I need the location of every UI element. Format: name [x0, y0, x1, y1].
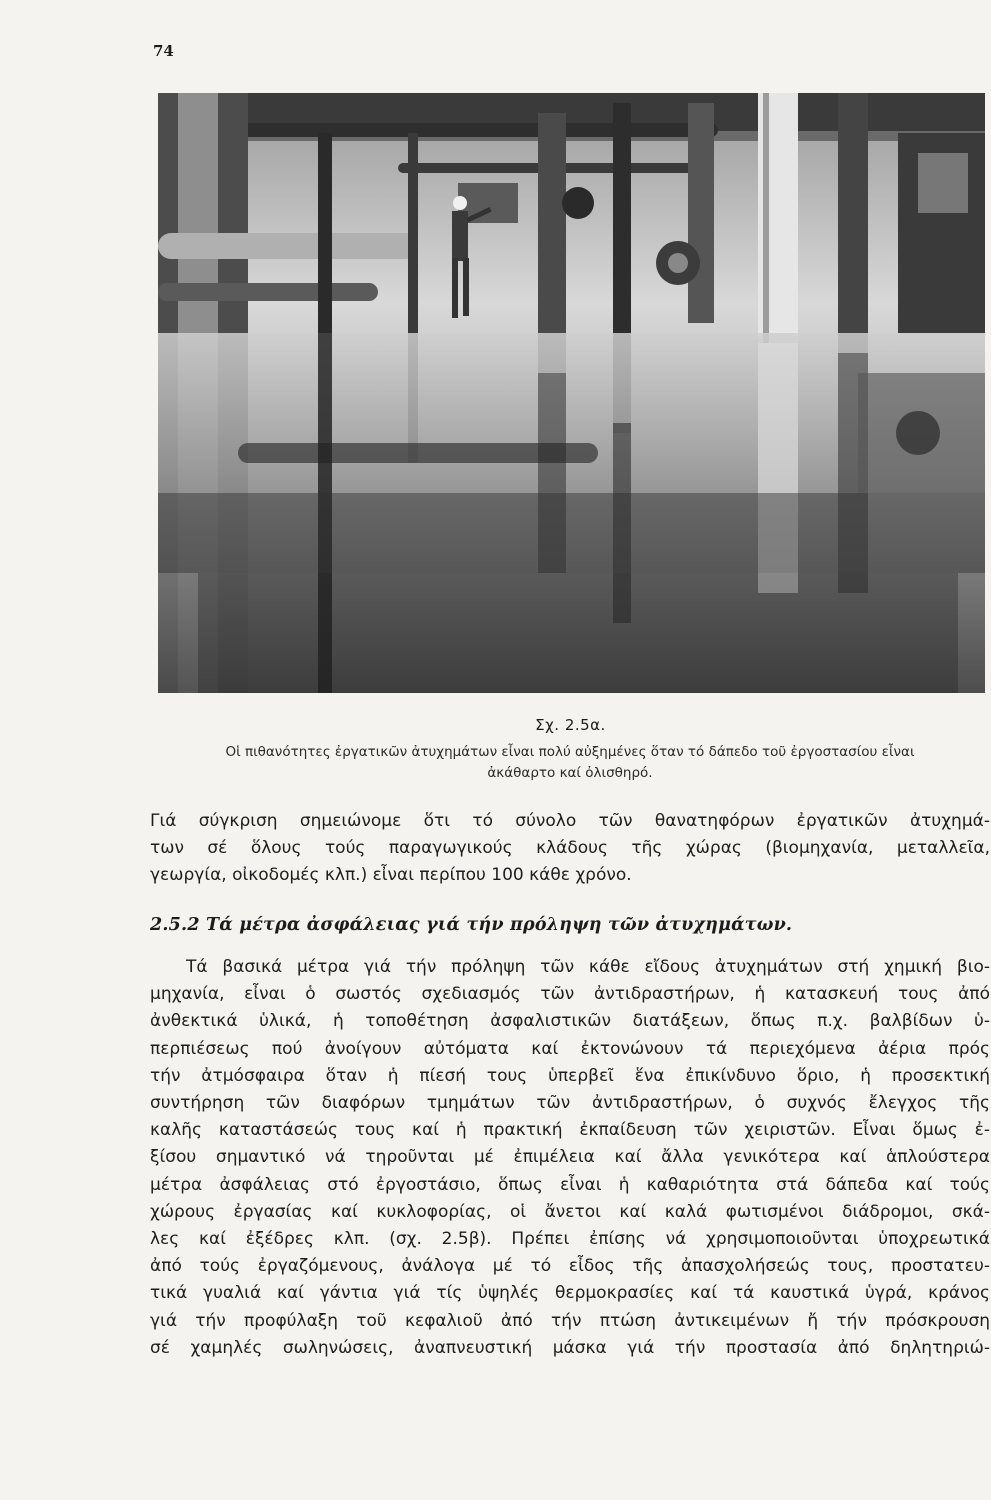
text-line: τήν ἀτμόσφαιρα ὅταν ἡ πίεσή τους ὑπερβεῖ ἕνα ἐπικίνδυνο ὅριο, ἡ προσεκτική — [150, 1065, 990, 1086]
text-line: ἀπό τούς ἐργαζόμενους, ἀνάλογα μέ τό εἶδος τῆς ἀπασχολήσεώς τους, προστατευ- — [150, 1256, 990, 1277]
figure-caption — [150, 742, 990, 784]
text-line: των σέ ὅλους τούς παραγωγικούς κλάδους τῆς χώρας (βιομηχανία, μεταλλεῖα, — [150, 838, 990, 859]
text-line: Γιά σύγκριση σημειώνομε ὅτι τό σύνολο τῶν θανατηφόρων ἐργατικῶν ἀτυχημά- — [150, 811, 990, 831]
section-heading: 2.5.2 Τά μέτρα ἀσφάλειας γιά τήν πρόληψη τῶν ἀτυχημάτων. — [150, 915, 793, 935]
caption-line: ἀκάθαρτο καί ὀλισθηρό. — [487, 765, 653, 781]
factory-floor-photo — [158, 93, 985, 693]
text-line: περπιέσεως πού ἀνοίγουν αὐτόματα καί ἐκτονώνουν τά περιεχόμενα ἀέρια πρός — [150, 1038, 990, 1059]
paragraph-comparison — [150, 808, 990, 890]
text-line: ξίσου σημαντικό νά τηροῦνται μέ ἐπιμέλεια καί ἄλλα γενικότερα καί ἁπλούστερα — [150, 1147, 990, 1168]
caption-line: Οἱ πιθανότητες ἐργατικῶν ἀτυχημάτων εἶναι πολύ αὐξημένες ὅταν τό δάπεδο τοῦ ἐργοστασίου εἶναι — [225, 744, 915, 760]
text-line: λες καί ἐξέδρες κλπ. (σχ. 2.5β). Πρέπει ἐπίσης νά χρησιμοποιοῦνται ὑποχρεωτικά — [150, 1229, 990, 1250]
text-line: τικά γυαλιά καί γάντια γιά τίς ὑψηλές θερμοκρασίες καί τά καυστικά ὑγρά, κράνος — [150, 1283, 990, 1304]
text-line: καλῆς καταστάσεώς τους καί ἡ πρακτική ἐκπαίδευση τῶν χειριστῶν. Εἶναι ὅμως ἐ- — [150, 1120, 990, 1141]
paragraph-safety-measures — [150, 954, 990, 1362]
text-line: μέτρα ἀσφάλειας στό ἐργοστάσιο, ὅπως εἶναι ἡ καθαριότητα στά δάπεδα καί τούς — [150, 1174, 990, 1195]
text-line: γεωργία, οἰκοδομές κλπ.) εἶναι περίπου 100 κάθε χρόνο. — [150, 865, 632, 886]
text-line: μηχανία, εἶναι ὁ σωστός σχεδιασμός τῶν ἀντιδραστήρων, ἡ κατασκευή τους ἀπό — [150, 984, 990, 1005]
text-line: χώρους ἐργασίας καί κυκλοφορίας, οἱ ἄνετοι καί καλά φωτισμένοι διάδρομοι, σκά- — [150, 1201, 990, 1222]
text-line: Τά βασικά μέτρα γιά τήν πρόληψη τῶν κάθε εἴδους ἀτυχημάτων στή χημική βιο- — [186, 957, 990, 977]
text-line: συντήρηση τῶν διαφόρων τμημάτων τῶν ἀντιδραστήρων, ὁ συχνός ἔλεγχος τῆς — [150, 1093, 990, 1114]
text-line: ἀνθεκτικά ὑλικά, ἡ τοποθέτηση ἀσφαλιστικῶν διατάξεων, ὅπως π.χ. βαλβίδων ὑ- — [150, 1011, 990, 1032]
page-number: 74 — [153, 42, 174, 60]
text-line: σέ χαμηλές σωληνώσεις, ἀναπνευστική μάσκα γιά τήν προστασία ἀπό δηλητηριώ- — [150, 1337, 990, 1358]
text-line: γιά τήν προφύλαξη τοῦ κεφαλιοῦ ἀπό τήν πτώση ἀντικειμένων ἤ τήν πρόσκρουση — [150, 1310, 990, 1331]
figure-label: Σχ. 2.5α. — [535, 716, 606, 734]
